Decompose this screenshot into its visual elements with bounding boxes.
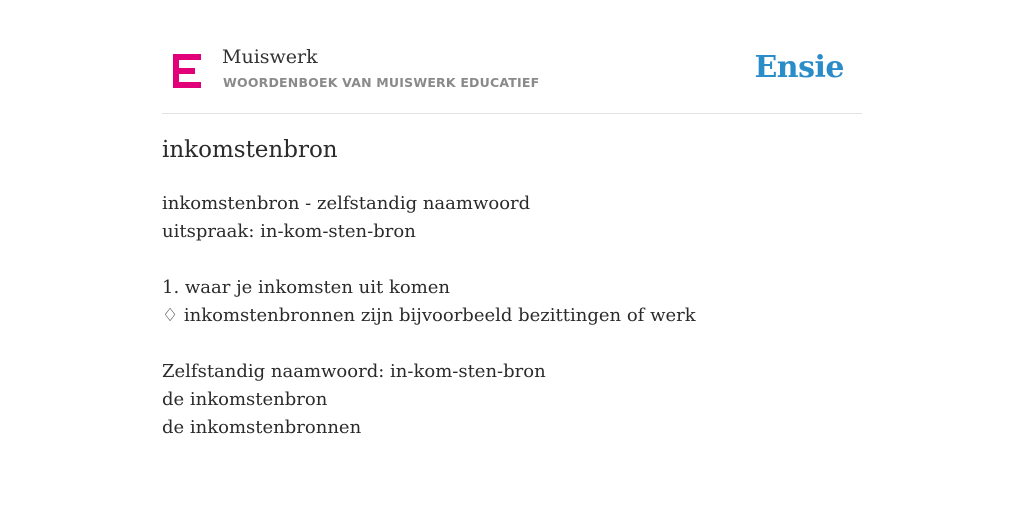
spacer-line [162, 246, 696, 274]
word-class-line: inkomstenbron - zelfstandig naamwoord [162, 193, 531, 214]
brand-subtitle: WOORDENBOEK VAN MUISWERK EDUCATIEF [223, 75, 540, 90]
brand-name[interactable]: Muiswerk [222, 46, 318, 68]
muiswerk-logo-icon[interactable] [173, 54, 201, 88]
spacer-line [162, 330, 696, 358]
meaning-line: 1. waar je inkomsten uit komen [162, 277, 451, 298]
definition-body [162, 190, 696, 442]
logo-bar-stem [173, 54, 179, 88]
syllabification-line: Zelfstandig naamwoord: in-kom-sten-bron [162, 361, 546, 382]
site-header [162, 0, 862, 114]
plural-form-line: de inkomstenbronnen [162, 417, 362, 438]
pronunciation-line: uitspraak: in-kom-sten-bron [162, 221, 416, 242]
page-title: inkomstenbron [162, 137, 338, 163]
page-container [162, 0, 862, 438]
ensie-logo-link[interactable]: Ensie [754, 50, 844, 85]
example-line: ♢ inkomstenbronnen zijn bijvoorbeeld bezittingen of werk [162, 305, 696, 326]
singular-form-line: de inkomstenbron [162, 389, 328, 410]
